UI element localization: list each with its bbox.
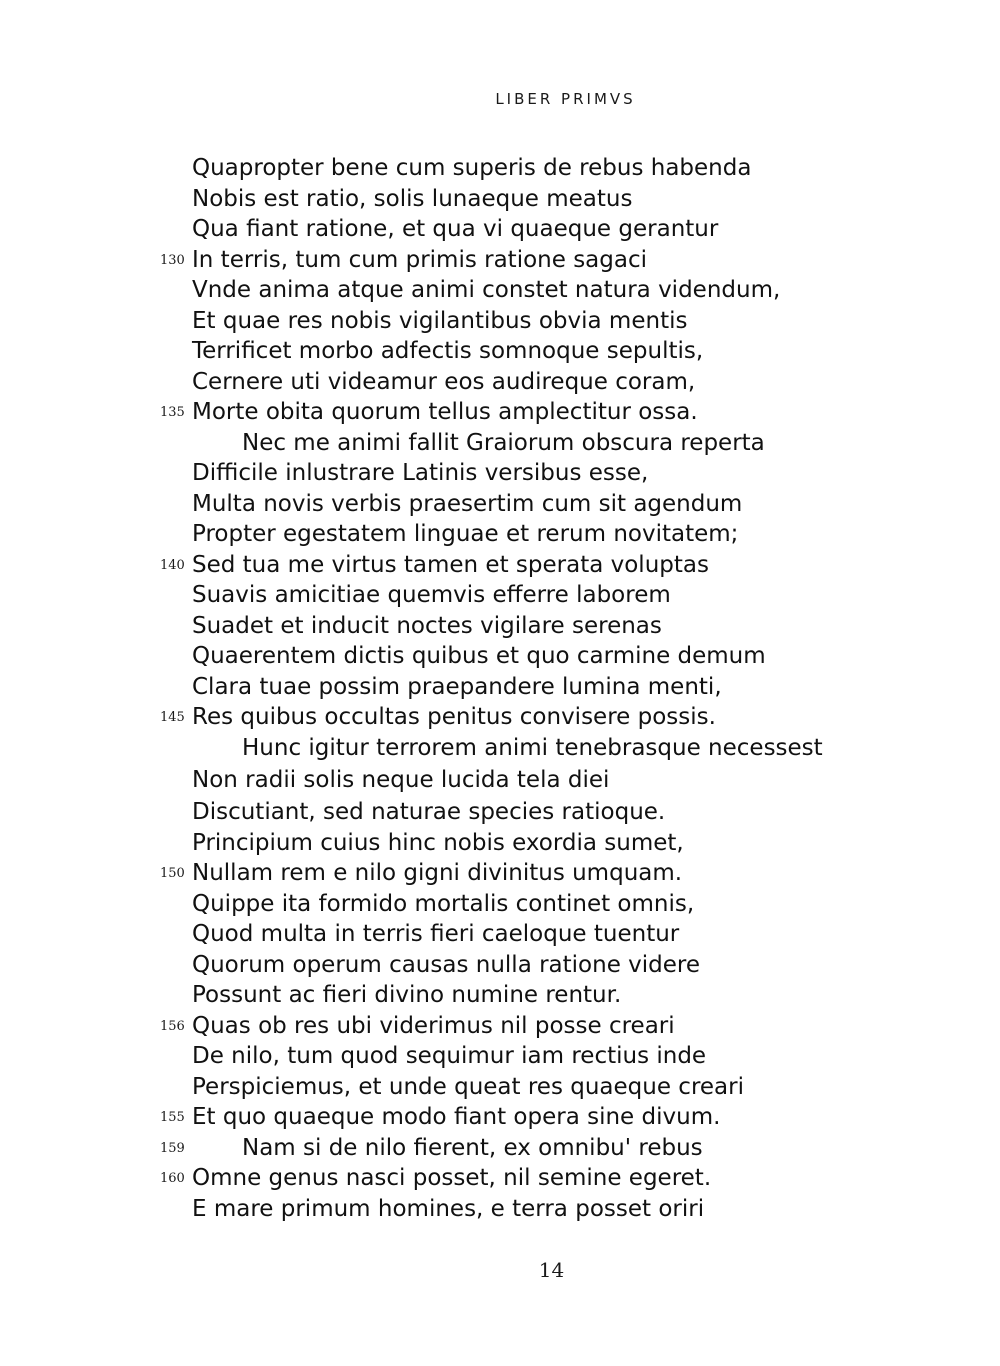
verse-text: Possunt ac fieri divino numine rentur.	[192, 982, 622, 1008]
verse-line	[0, 306, 1000, 337]
verse-line	[0, 1133, 1000, 1164]
verse-line	[0, 672, 1000, 703]
verse-text: Perspiciemus, et unde queat res quaeque creari	[192, 1073, 744, 1100]
verse-line	[0, 458, 1000, 489]
verse-line	[0, 797, 1000, 828]
verse-text: Propter egestatem linguae et rerum novitatem;	[192, 521, 739, 547]
line-number: 130	[160, 252, 185, 268]
verse-line	[0, 1102, 1000, 1133]
verse-line	[0, 184, 1000, 215]
verse-line	[0, 336, 1000, 367]
verse-text: Morte obita quorum tellus amplectitur ossa.	[192, 399, 698, 425]
verse-text: Nam si de nilo fierent, ex omnibu' rebus	[242, 1134, 703, 1161]
line-number: 156	[160, 1018, 185, 1034]
verse-line	[0, 1011, 1000, 1042]
verse-text: Quapropter bene cum superis de rebus habenda	[192, 155, 752, 181]
verse-text: Non radii solis neque lucida tela diei	[192, 767, 610, 793]
verse-text: Vnde anima atque animi constet natura videndum,	[192, 277, 781, 303]
verse-line	[0, 428, 1000, 459]
verse-text: Multa novis verbis praesertim cum sit agendum	[192, 490, 743, 517]
verse-text: Terrificet morbo adfectis somnoque sepultis,	[192, 338, 704, 364]
verse-line	[0, 580, 1000, 611]
verse-line	[0, 1072, 1000, 1103]
verse-line	[0, 519, 1000, 550]
verse-text: E mare primum homines, e terra posset oriri	[192, 1195, 705, 1222]
verse-text: Quod multa in terris fieri caeloque tuentur	[192, 921, 680, 947]
line-number: 160	[160, 1171, 185, 1186]
verse-line	[0, 980, 1000, 1011]
verse-block	[0, 153, 1000, 1224]
verse-line	[0, 397, 1000, 428]
verse-text: Clara tuae possim praepandere lumina menti,	[192, 673, 722, 700]
verse-text: Nullam rem e nilo gigni divinitus umquam.	[192, 860, 683, 886]
verse-text: Principium cuius hinc nobis exordia sumet,	[192, 829, 684, 856]
verse-text: Quas ob res ubi viderimus nil posse creari	[192, 1012, 675, 1039]
verse-text: Quippe ita formido mortalis continet omnis,	[192, 890, 695, 917]
verse-text: Quorum operum causas nulla ratione videre	[192, 951, 701, 978]
page-number: 14	[538, 1258, 565, 1282]
verse-text: Suadet et inducit noctes vigilare serenas	[192, 612, 662, 639]
verse-text: Discutiant, sed naturae species ratioque.	[192, 799, 666, 825]
verse-line	[0, 733, 1000, 764]
verse-text: Res quibus occultas penitus convisere possis.	[192, 704, 716, 730]
verse-line	[0, 919, 1000, 950]
verse-text: Difficile inlustrare Latinis versibus esse,	[192, 460, 649, 486]
line-number: 150	[160, 866, 185, 881]
verse-line	[0, 153, 1000, 184]
verse-line	[0, 1163, 1000, 1194]
verse-line	[0, 275, 1000, 306]
verse-text: Et quo quaeque modo fiant opera sine divum.	[192, 1104, 721, 1130]
verse-line	[0, 1194, 1000, 1225]
verse-text: Quaerentem dictis quibus et quo carmine demum	[192, 643, 766, 669]
verse-line	[0, 367, 1000, 398]
verse-text: Suavis amicitiae quemvis efferre laborem	[192, 582, 671, 608]
verse-text: Sed tua me virtus tamen et sperata voluptas	[192, 551, 709, 578]
verse-line	[0, 550, 1000, 581]
verse-line	[0, 858, 1000, 889]
line-number: 159	[160, 1140, 185, 1156]
verse-line	[0, 702, 1000, 733]
line-number: 155	[160, 1110, 185, 1125]
running-head: LIBER PRIMVS	[495, 90, 636, 108]
verse-text: Nobis est ratio, solis lunaeque meatus	[192, 185, 633, 212]
verse-line	[0, 763, 1000, 797]
verse-text: De nilo, tum quod sequimur iam rectius inde	[192, 1043, 707, 1069]
verse-line	[0, 1041, 1000, 1072]
verse-text: Qua fiant ratione, et qua vi quaeque gerantur	[192, 216, 719, 242]
verse-line	[0, 950, 1000, 981]
verse-line	[0, 611, 1000, 642]
verse-text: Nec me animi fallit Graiorum obscura reperta	[242, 429, 765, 456]
line-number: 135	[160, 405, 185, 420]
verse-line	[0, 641, 1000, 672]
verse-text: In terris, tum cum primis ratione sagaci	[192, 246, 648, 273]
verse-text: Et quae res nobis vigilantibus obvia mentis	[192, 307, 688, 334]
verse-line	[0, 214, 1000, 245]
verse-text: Hunc igitur terrorem animi tenebrasque necessest	[242, 734, 823, 761]
verse-line	[0, 245, 1000, 276]
line-number: 145	[160, 710, 185, 725]
verse-line	[0, 489, 1000, 520]
verse-line	[0, 828, 1000, 859]
verse-text: Omne genus nasci posset, nil semine egeret.	[192, 1165, 712, 1191]
line-number: 140	[160, 557, 185, 573]
verse-line	[0, 889, 1000, 920]
verse-text: Cernere uti videamur eos audireque coram,	[192, 368, 696, 395]
